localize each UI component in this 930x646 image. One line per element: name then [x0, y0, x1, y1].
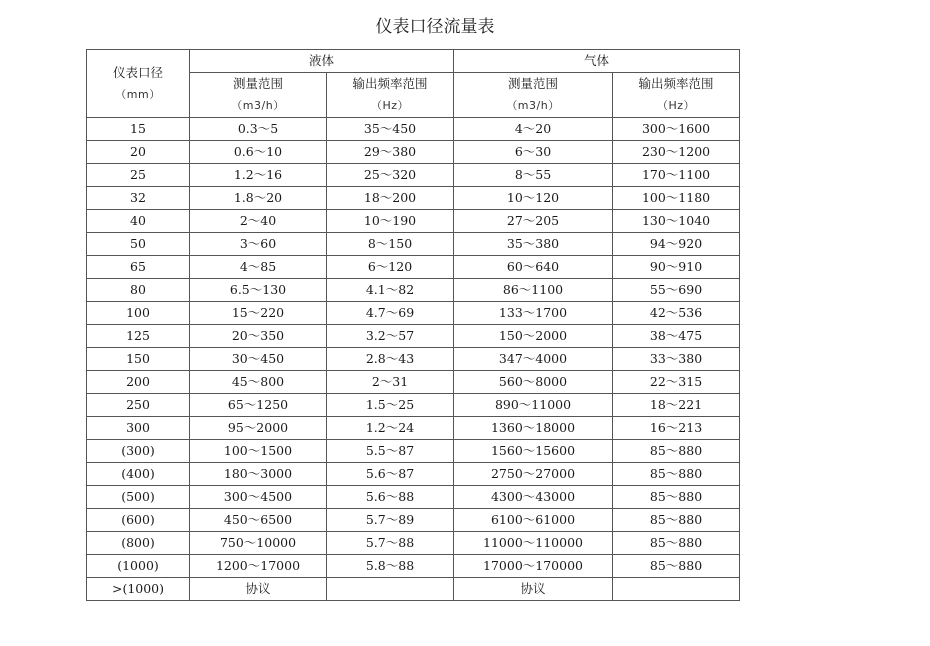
gas-freq-cell: 85～880	[613, 509, 740, 532]
table-row	[87, 187, 740, 210]
diameter-cell: >(1000)	[87, 578, 190, 601]
table-row	[87, 463, 740, 486]
table-row	[87, 325, 740, 348]
gas-range-cell: 6～30	[454, 141, 613, 164]
liquid-freq-cell: 6～120	[327, 256, 454, 279]
table-row	[87, 532, 740, 555]
liquid-freq-cell: 5.6～88	[327, 486, 454, 509]
gas-freq-cell	[613, 578, 740, 601]
liquid-freq-cell: 5.6～87	[327, 463, 454, 486]
gas-range-cell: 6100～61000	[454, 509, 613, 532]
gas-range-cell: 133～1700	[454, 302, 613, 325]
gas-freq-cell: 94～920	[613, 233, 740, 256]
liquid-freq-cell	[327, 578, 454, 601]
table-row	[87, 440, 740, 463]
table-row	[87, 555, 740, 578]
table-row	[87, 371, 740, 394]
gas-range-cell: 4～20	[454, 118, 613, 141]
gas-range-header	[454, 73, 613, 118]
liquid-range-cell: 3～60	[190, 233, 327, 256]
liquid-range-cell: 6.5～130	[190, 279, 327, 302]
table-row	[87, 256, 740, 279]
table-row	[87, 509, 740, 532]
gas-range-cell: 10～120	[454, 187, 613, 210]
gas-freq-cell: 16～213	[613, 417, 740, 440]
diameter-label: 仪表口径	[112, 64, 163, 80]
gas-range-label: 测量范围	[508, 76, 559, 91]
diameter-cell: (400)	[87, 463, 190, 486]
gas-range-cell: 560～8000	[454, 371, 613, 394]
gas-freq-unit: （Hz）	[657, 99, 696, 112]
liquid-freq-cell: 3.2～57	[327, 325, 454, 348]
gas-range-cell: 1360～18000	[454, 417, 613, 440]
diameter-cell: (500)	[87, 486, 190, 509]
table-row	[87, 302, 740, 325]
liquid-freq-cell: 2～31	[327, 371, 454, 394]
gas-range-cell: 2750～27000	[454, 463, 613, 486]
gas-freq-cell: 130～1040	[613, 210, 740, 233]
liquid-range-cell: 30～450	[190, 348, 327, 371]
table-row	[87, 394, 740, 417]
liquid-range-cell: 95～2000	[190, 417, 327, 440]
gas-range-cell: 1560～15600	[454, 440, 613, 463]
diameter-cell: 250	[87, 394, 190, 417]
gas-freq-cell: 100～1180	[613, 187, 740, 210]
gas-range-cell: 60～640	[454, 256, 613, 279]
liquid-range-cell: 20～350	[190, 325, 327, 348]
diameter-cell: 80	[87, 279, 190, 302]
gas-range-cell: 17000～170000	[454, 555, 613, 578]
flow-rate-table	[86, 49, 740, 601]
diameter-cell: 300	[87, 417, 190, 440]
table-row	[87, 233, 740, 256]
gas-range-cell: 86～1100	[454, 279, 613, 302]
gas-range-cell: 890～11000	[454, 394, 613, 417]
diameter-cell: 32	[87, 187, 190, 210]
gas-freq-cell: 33～380	[613, 348, 740, 371]
gas-freq-cell: 42～536	[613, 302, 740, 325]
liquid-freq-cell: 5.7～88	[327, 532, 454, 555]
liquid-freq-cell: 4.1～82	[327, 279, 454, 302]
gas-header: 气体	[454, 50, 740, 73]
gas-freq-label: 输出频率范围	[638, 76, 714, 91]
gas-range-cell: 35～380	[454, 233, 613, 256]
liquid-range-cell: 1.2～16	[190, 164, 327, 187]
liquid-freq-cell: 4.7～69	[327, 302, 454, 325]
liquid-range-header	[190, 73, 327, 118]
diameter-cell: 15	[87, 118, 190, 141]
gas-range-cell: 150～2000	[454, 325, 613, 348]
liquid-range-label: 测量范围	[232, 76, 283, 91]
liquid-freq-header	[327, 73, 454, 118]
liquid-freq-cell: 2.8～43	[327, 348, 454, 371]
gas-freq-cell: 38～475	[613, 325, 740, 348]
liquid-freq-cell: 8～150	[327, 233, 454, 256]
liquid-freq-cell: 1.5～25	[327, 394, 454, 417]
gas-range-cell: 4300～43000	[454, 486, 613, 509]
gas-freq-cell: 22～315	[613, 371, 740, 394]
diameter-cell: 125	[87, 325, 190, 348]
diameter-cell: 200	[87, 371, 190, 394]
table-row	[87, 348, 740, 371]
diameter-cell: 25	[87, 164, 190, 187]
liquid-range-cell: 180～3000	[190, 463, 327, 486]
table-row	[87, 417, 740, 440]
diameter-cell: 20	[87, 141, 190, 164]
diameter-cell: 50	[87, 233, 190, 256]
gas-freq-cell: 90～910	[613, 256, 740, 279]
gas-range-cell: 347～4000	[454, 348, 613, 371]
gas-freq-cell: 85～880	[613, 532, 740, 555]
liquid-freq-cell: 18～200	[327, 187, 454, 210]
liquid-range-cell: 45～800	[190, 371, 327, 394]
liquid-range-cell: 4～85	[190, 256, 327, 279]
liquid-freq-cell: 1.2～24	[327, 417, 454, 440]
diameter-unit: （mm）	[115, 87, 161, 101]
liquid-range-cell: 1200～17000	[190, 555, 327, 578]
liquid-range-cell: 协议	[190, 578, 327, 601]
gas-range-unit: （m3/h）	[506, 99, 560, 112]
gas-freq-cell: 55～690	[613, 279, 740, 302]
liquid-freq-cell: 29～380	[327, 141, 454, 164]
gas-freq-cell: 85～880	[613, 463, 740, 486]
liquid-range-cell: 750～10000	[190, 532, 327, 555]
liquid-freq-cell: 35～450	[327, 118, 454, 141]
diameter-cell: (1000)	[87, 555, 190, 578]
liquid-freq-cell: 5.8～88	[327, 555, 454, 578]
gas-freq-cell: 18～221	[613, 394, 740, 417]
diameter-cell: 65	[87, 256, 190, 279]
table-row	[87, 279, 740, 302]
liquid-range-cell: 15～220	[190, 302, 327, 325]
liquid-header: 液体	[190, 50, 454, 73]
gas-range-cell: 27～205	[454, 210, 613, 233]
table-header-row	[87, 50, 740, 73]
table-row	[87, 210, 740, 233]
diameter-header	[87, 50, 190, 118]
liquid-range-cell: 2～40	[190, 210, 327, 233]
liquid-range-cell: 0.6～10	[190, 141, 327, 164]
liquid-range-unit: （m3/h）	[231, 99, 285, 112]
gas-freq-cell: 85～880	[613, 486, 740, 509]
gas-range-cell: 11000～110000	[454, 532, 613, 555]
liquid-freq-cell: 25～320	[327, 164, 454, 187]
table-row	[87, 118, 740, 141]
liquid-freq-cell: 5.5～87	[327, 440, 454, 463]
table-row	[87, 164, 740, 187]
table-row	[87, 141, 740, 164]
liquid-freq-cell: 5.7～89	[327, 509, 454, 532]
diameter-cell: (600)	[87, 509, 190, 532]
page-title: 仪表口径流量表	[375, 17, 495, 37]
gas-range-cell: 8～55	[454, 164, 613, 187]
gas-freq-cell: 300～1600	[613, 118, 740, 141]
liquid-freq-unit: （Hz）	[370, 99, 410, 112]
table-row	[87, 578, 740, 601]
table-row	[87, 486, 740, 509]
liquid-range-cell: 65～1250	[190, 394, 327, 417]
liquid-freq-cell: 10～190	[327, 210, 454, 233]
gas-freq-header	[613, 73, 740, 118]
liquid-range-cell: 1.8～20	[190, 187, 327, 210]
liquid-range-cell: 0.3～5	[190, 118, 327, 141]
liquid-range-cell: 450～6500	[190, 509, 327, 532]
diameter-cell: 40	[87, 210, 190, 233]
gas-freq-cell: 85～880	[613, 555, 740, 578]
gas-freq-cell: 85～880	[613, 440, 740, 463]
diameter-cell: 100	[87, 302, 190, 325]
diameter-cell: (300)	[87, 440, 190, 463]
liquid-range-cell: 100～1500	[190, 440, 327, 463]
diameter-cell: (800)	[87, 532, 190, 555]
gas-range-cell: 协议	[454, 578, 613, 601]
diameter-cell: 150	[87, 348, 190, 371]
gas-freq-cell: 170～1100	[613, 164, 740, 187]
liquid-freq-label: 输出频率范围	[352, 76, 428, 91]
gas-freq-cell: 230～1200	[613, 141, 740, 164]
liquid-range-cell: 300～4500	[190, 486, 327, 509]
